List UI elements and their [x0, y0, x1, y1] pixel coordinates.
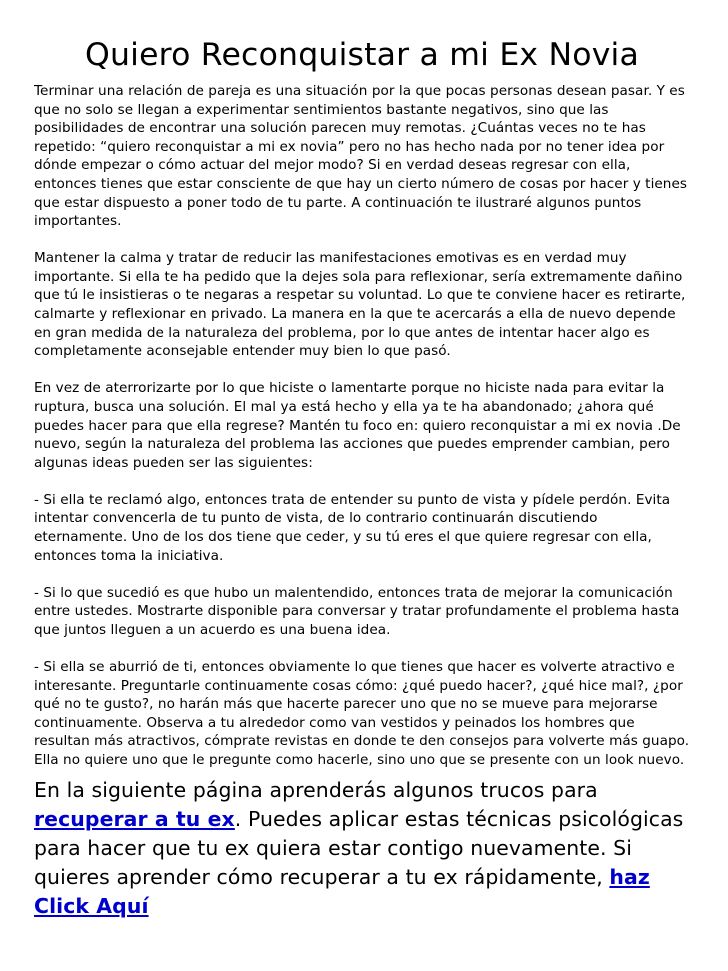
recuperar-ex-link[interactable]: recuperar a tu ex: [34, 806, 235, 831]
paragraph-solution: En vez de aterrorizarte por lo que hiciste o lamentarte porque no hiciste nada para evitar la ruptura, busca una solución. El mal ya está hecho y ella ya te ha abandonado; ¿ahora qué puedes hacer para que ella regrese? Mantén tu foco en: quiero reconquistar a mi ex novia .De nuevo, según la naturaleza del problema las acciones que puedes emprender cambian, pero algunas ideas pueden ser las siguientes:: [34, 380, 681, 471]
cta-text-before: En la siguiente página aprenderás algunos trucos para: [34, 777, 598, 802]
cta-text-middle: . Puedes aplicar estas técnicas psicológicas para hacer que tu ex quiera estar contigo nuevamente. Si quieres aprender cómo recuperar a tu ex rápidamente,: [34, 806, 684, 889]
paragraph-tip-reclamo: - Si ella te reclamó algo, entonces trata de entender su punto de vista y pídele perdón. Evita intentar convencerla de tu punto de vista, de lo contrario continuarán discutiendo eternamente. Uno de los dos tiene que ceder, y su tú eres el que quiere regresar con ella, entonces toma la iniciativa.: [34, 491, 671, 564]
call-to-action: [34, 776, 690, 921]
page-title: Quiero Reconquistar a mi Ex Novia: [84, 37, 640, 73]
paragraph-tip-aburrimiento: - Si ella se aburrió de ti, entonces obviamente lo que tienes que hacer es volverte atractivo e interesante. Preguntarle continuamente cosas cómo: ¿qué puedo hacer?, ¿qué hice mal?, ¿por qué no te gusto?, no harán más que hacerte parecer uno que no se mueve para mejorarse continuamente. Observa a tu alrededor como van vestidos y peinados los hombres que resultan más atractivos, cómprate revistas en donde te den consejos para volverte más guapo. Ella no quiere uno que le pregunte como hacerle, sino uno que se presente con un look nuevo.: [34, 658, 690, 768]
click-here-link[interactable]: haz Click Aquí: [34, 864, 650, 918]
paragraph-calm: Mantener la calma y tratar de reducir las manifestaciones emotivas es en verdad muy importante. Si ella te ha pedido que la dejes sola para reflexionar, sería extremamente dañino que tú le insistieras o te negaras a respetar su voluntad. Lo que te conviene hacer es retirarte, calmarte y reflexionar en privado. La manera en la que te acercarás a ella de nuevo depende en gran medida de la naturaleza del problema, por lo que antes de intentar hacer algo es completamente aconsejable entender muy bien lo que pasó.: [34, 250, 686, 360]
paragraph-tip-malentendido: - Si lo que sucedió es que hubo un malentendido, entonces trata de mejorar la comunicación entre ustedes. Mostrarte disponible para conversar y tratar profundamente el problema hasta que juntos lleguen a un acuerdo es una buena idea.: [34, 584, 680, 638]
paragraph-intro: Terminar una relación de pareja es una situación por la que pocas personas desean pasar. Y es que no solo se llegan a experimentar sentimientos bastante negativos, sino que las posibilidades de encontrar una solución parecen muy remotas. ¿Cuántas veces no te has repetido: “quiero reconquistar a mi ex novia” pero no has hecho nada por no tener idea por dónde empezar o cómo actuar del mejor modo? Si en verdad deseas regresar con ella, entonces tienes que estar consciente de que hay un cierto número de cosas por hacer y tienes que estar dispuesto a poner todo de tu parte. A continuación te ilustraré algunos puntos importantes.: [34, 83, 688, 230]
article-body: [34, 82, 690, 770]
